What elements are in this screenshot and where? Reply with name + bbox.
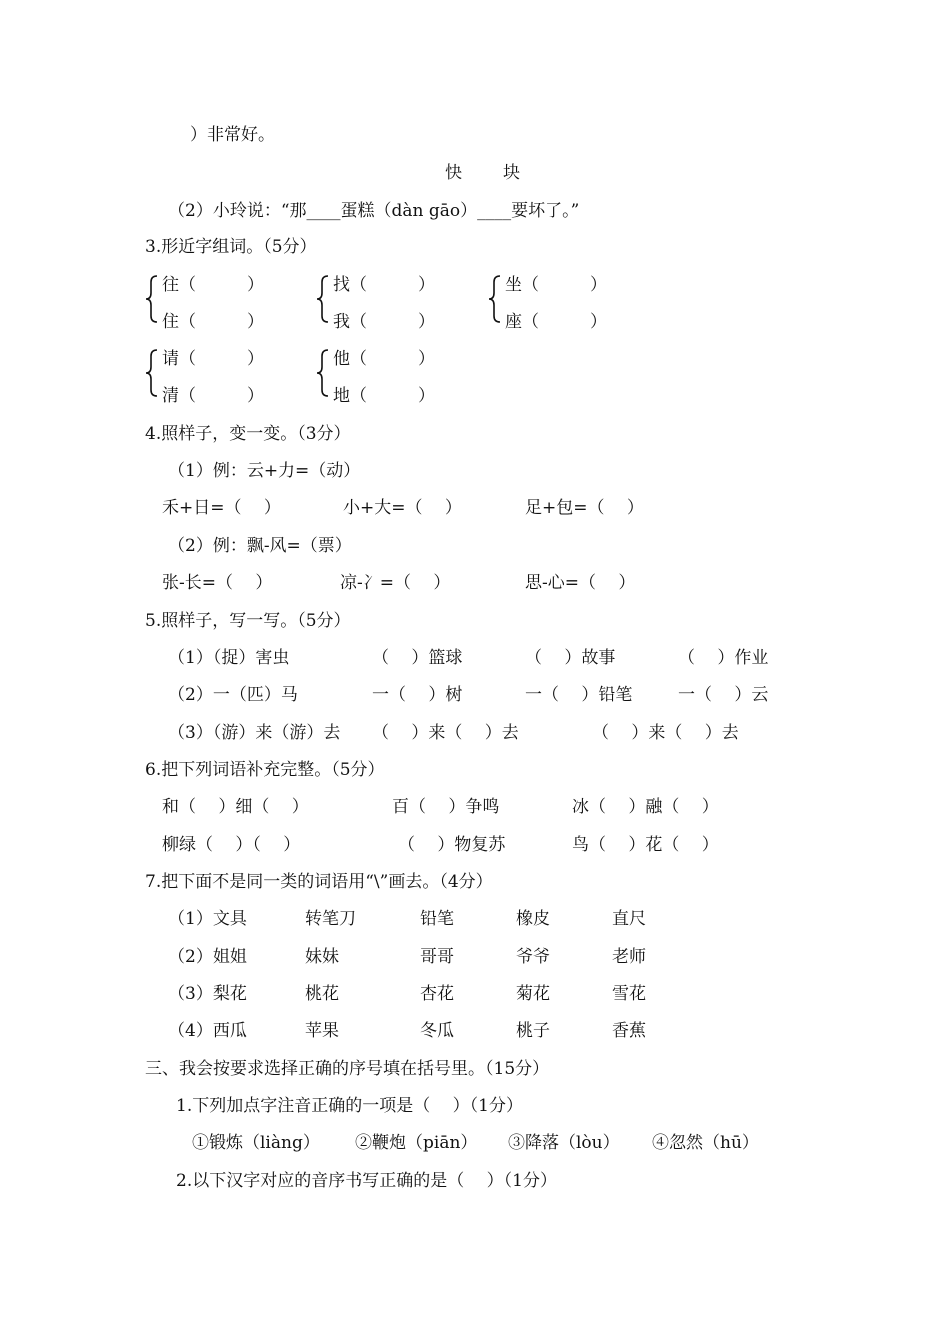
q7-r3-c2: 桃花 (305, 984, 339, 1004)
q7-r3-c4: 菊花 (516, 984, 550, 1004)
section-3-title: 三、我会按要求选择正确的序号填在括号里。（15分） (145, 1059, 550, 1079)
q4-r1-b: 小+大=（ ） (343, 498, 462, 518)
q5-r2-b: 一（ ）树 (372, 685, 463, 705)
brace-icon (488, 274, 502, 324)
q5-r1-b: （ ）篮球 (372, 648, 463, 668)
s3-q2: 2.以下汉字对应的音序书写正确的是（ ）（1分） (176, 1171, 557, 1191)
q7-r1-c3: 铅笔 (420, 909, 454, 929)
s3-q1: 1.下列加点字注音正确的一项是（ ）（1分） (176, 1096, 523, 1116)
q5-r3-c: （ ）来（ ）去 (592, 723, 739, 743)
brace-icon (145, 348, 159, 398)
q5-r2-c: 一（ ）铅笔 (525, 685, 633, 705)
q7-r2-c1: （2）姐姐 (168, 947, 247, 967)
q6-r1-c: 冰（ ）融（ ） (572, 797, 719, 817)
s3-q1-option-4: ④忽然（hū） (652, 1133, 759, 1153)
q6-title: 6.把下列词语补充完整。（5分） (145, 760, 385, 780)
q7-r2-c3: 哥哥 (420, 947, 454, 967)
q7-r1-c1: （1）文具 (168, 909, 247, 929)
q7-r1-c4: 橡皮 (516, 909, 550, 929)
q7-r4-c5: 香蕉 (612, 1021, 646, 1041)
q7-r2-c4: 爷爷 (516, 947, 550, 967)
q3-g3-b: 座（ ） (505, 312, 607, 332)
q7-r3-c3: 杏花 (420, 984, 454, 1004)
q3-g5-a: 他（ ） (333, 349, 435, 369)
s3-q1-option-1: ①锻炼（liàng） (192, 1133, 320, 1153)
q3-g3-a: 坐（ ） (505, 275, 607, 295)
q6-r2-c: 鸟（ ）花（ ） (572, 835, 719, 855)
q3-g2-b: 我（ ） (333, 312, 435, 332)
q5-r1-a: （1）（捉）害虫 (168, 648, 290, 668)
s3-q1-option-3: ③降落（lòu） (508, 1133, 620, 1153)
q4-example-2: （2）例：飘-风=（票） (168, 536, 352, 556)
q7-r2-c5: 老师 (612, 947, 646, 967)
q7-r1-c2: 转笔刀 (305, 909, 356, 929)
q4-example-1: （1）例：云+力=（动） (168, 461, 361, 481)
top-item-2: （2）小玲说：“那____蛋糕（dàn gāo）____要坏了。” (168, 201, 580, 221)
q4-r2-b: 凉-冫=（ ） (340, 573, 451, 593)
q5-r2-d: 一（ ）云 (678, 685, 769, 705)
q4-r1-c: 足+包=（ ） (525, 498, 644, 518)
q5-r3-a: （3）（游）来（游）去 (168, 723, 341, 743)
q7-r4-c3: 冬瓜 (420, 1021, 454, 1041)
q4-r2-a: 张-长=（ ） (162, 573, 273, 593)
q3-g4-b: 清（ ） (162, 386, 264, 406)
brace-icon (316, 274, 330, 324)
q5-title: 5.照样子，写一写。（5分） (145, 611, 351, 631)
brace-icon (145, 274, 159, 324)
s3-q1-option-2: ②鞭炮（piān） (355, 1133, 478, 1153)
choice-char-kuai: 快 (445, 163, 462, 183)
q7-r4-c1: （4）西瓜 (168, 1021, 247, 1041)
q6-r2-b: （ ）物复苏 (398, 835, 506, 855)
q5-r3-b: （ ）来（ ）去 (372, 723, 519, 743)
q6-r1-a: 和（ ）细（ ） (162, 797, 309, 817)
q3-title: 3.形近字组词。（5分） (145, 237, 317, 257)
q3-g5-b: 地（ ） (333, 386, 435, 406)
q4-r2-c: 思-心=（ ） (525, 573, 636, 593)
q7-r4-c4: 桃子 (516, 1021, 550, 1041)
q7-r1-c5: 直尺 (612, 909, 646, 929)
q3-g1-b: 住（ ） (162, 312, 264, 332)
q6-r1-b: 百（ ）争鸣 (392, 797, 500, 817)
q5-r1-c: （ ）故事 (525, 648, 616, 668)
q7-r2-c2: 妹妹 (305, 947, 339, 967)
q4-title: 4.照样子，变一变。（3分） (145, 424, 351, 444)
q5-r1-d: （ ）作业 (678, 648, 769, 668)
q6-r2-a: 柳绿（ ）（ ） (162, 835, 301, 855)
q7-r3-c1: （3）梨花 (168, 984, 247, 1004)
choice-char-kuai-block: 块 (503, 163, 520, 183)
q3-g2-a: 找（ ） (333, 275, 435, 295)
brace-icon (316, 348, 330, 398)
q5-r2-a: （2）一（匹）马 (168, 685, 298, 705)
q7-r4-c2: 苹果 (305, 1021, 339, 1041)
q3-g4-a: 请（ ） (162, 349, 264, 369)
continuation-line: ）非常好。 (190, 125, 275, 145)
q4-r1-a: 禾+日=（ ） (162, 498, 281, 518)
q7-title: 7.把下面不是同一类的词语用“\”画去。（4分） (145, 872, 493, 892)
q3-g1-a: 往（ ） (162, 275, 264, 295)
q7-r3-c5: 雪花 (612, 984, 646, 1004)
